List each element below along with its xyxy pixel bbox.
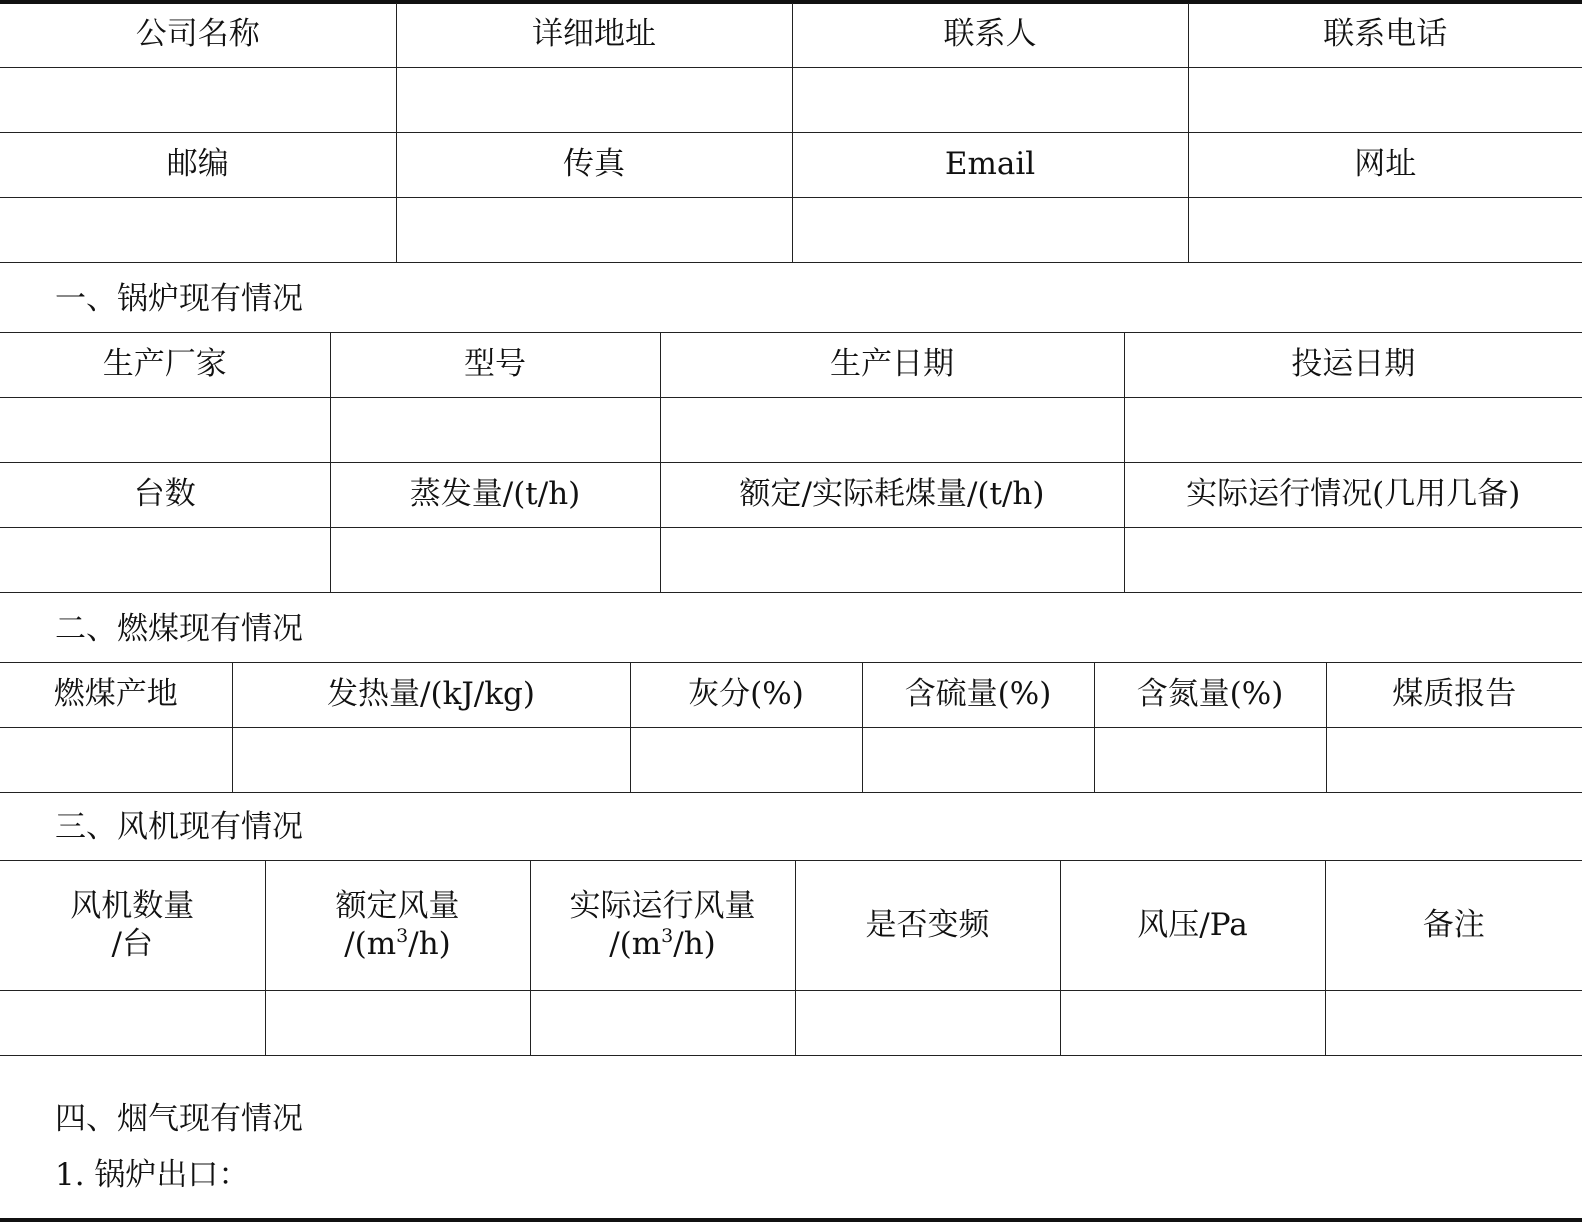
header-rated-airflow-line1: 额定风量 <box>335 887 460 924</box>
input-email[interactable] <box>792 198 1188 263</box>
fan-table <box>0 860 1582 1056</box>
fan-header-row <box>0 861 1582 991</box>
header-actual-airflow <box>530 861 795 991</box>
boiler-table <box>0 332 1582 593</box>
header-model: 型号 <box>330 333 660 398</box>
input-coal-report[interactable] <box>1326 728 1582 793</box>
actual-airflow-unit-sup: 3 <box>661 925 674 947</box>
header-coal-report: 煤质报告 <box>1326 663 1582 728</box>
rated-airflow-unit-sup: 3 <box>396 925 409 947</box>
header-wind-pressure: 风压/Pa <box>1060 861 1325 991</box>
input-fan-count[interactable] <box>0 991 265 1056</box>
header-actual-operation: 实际运行情况(几用几备) <box>1124 463 1582 528</box>
section-coal-title: 二、燃煤现有情况 <box>55 611 303 647</box>
header-variable-frequency: 是否变频 <box>795 861 1060 991</box>
section-flue-subtitle-1: 1. 锅炉出口： <box>55 1157 250 1193</box>
company-input-row-2 <box>0 198 1582 263</box>
header-fan-count-line2: /台 <box>111 925 153 962</box>
header-evaporation: 蒸发量/(t/h) <box>330 463 660 528</box>
header-phone: 联系电话 <box>1188 3 1582 68</box>
section-flue-title: 四、烟气现有情况 <box>55 1101 303 1137</box>
section-boiler-title: 一、锅炉现有情况 <box>55 281 303 317</box>
header-coal-consumption: 额定/实际耗煤量/(t/h) <box>660 463 1124 528</box>
header-actual-airflow-line1: 实际运行风量 <box>569 887 756 924</box>
input-production-date[interactable] <box>660 398 1124 463</box>
input-contact[interactable] <box>792 68 1188 133</box>
header-coal-origin: 燃煤产地 <box>0 663 232 728</box>
input-company-name[interactable] <box>0 68 396 133</box>
company-header-row-1 <box>0 3 1582 68</box>
header-fan-count-line1: 风机数量 <box>70 888 195 925</box>
input-postcode[interactable] <box>0 198 396 263</box>
header-postcode: 邮编 <box>0 133 396 198</box>
input-commission-date[interactable] <box>1124 398 1582 463</box>
header-rated-airflow-line2 <box>266 925 530 963</box>
header-calorific-value: 发热量/(kJ/kg) <box>232 663 630 728</box>
input-unit-count[interactable] <box>0 528 330 593</box>
header-unit-count: 台数 <box>0 463 330 528</box>
coal-table <box>0 662 1582 793</box>
header-address: 详细地址 <box>396 3 792 68</box>
boiler-input-row-2 <box>0 528 1582 593</box>
header-ash: 灰分(%) <box>630 663 862 728</box>
boiler-header-row-1 <box>0 333 1582 398</box>
header-nitrogen: 含氮量(%) <box>1094 663 1326 728</box>
input-model[interactable] <box>330 398 660 463</box>
boiler-input-row-1 <box>0 398 1582 463</box>
input-rated-airflow[interactable] <box>265 991 530 1056</box>
company-info-table <box>0 3 1582 263</box>
header-sulfur: 含硫量(%) <box>862 663 1094 728</box>
input-ash[interactable] <box>630 728 862 793</box>
company-header-row-2 <box>0 133 1582 198</box>
fan-input-row <box>0 991 1582 1056</box>
input-calorific-value[interactable] <box>232 728 630 793</box>
header-manufacturer: 生产厂家 <box>0 333 330 398</box>
header-contact: 联系人 <box>792 3 1188 68</box>
header-website: 网址 <box>1188 133 1582 198</box>
input-sulfur[interactable] <box>862 728 1094 793</box>
coal-input-row <box>0 728 1582 793</box>
rated-airflow-unit-post: /h) <box>408 926 451 962</box>
input-fax[interactable] <box>396 198 792 263</box>
input-variable-frequency[interactable] <box>795 991 1060 1056</box>
input-coal-origin[interactable] <box>0 728 232 793</box>
header-email: Email <box>792 133 1188 198</box>
company-input-row-1 <box>0 68 1582 133</box>
input-actual-operation[interactable] <box>1124 528 1582 593</box>
actual-airflow-unit-post: /h) <box>673 926 716 962</box>
input-remarks[interactable] <box>1325 991 1582 1056</box>
boiler-header-row-2 <box>0 463 1582 528</box>
actual-airflow-unit-pre: /(m <box>609 926 662 962</box>
header-commission-date: 投运日期 <box>1124 333 1582 398</box>
input-phone[interactable] <box>1188 68 1582 133</box>
input-coal-consumption[interactable] <box>660 528 1124 593</box>
input-nitrogen[interactable] <box>1094 728 1326 793</box>
rated-airflow-unit-pre: /(m <box>344 926 397 962</box>
header-actual-airflow-line2 <box>531 925 795 963</box>
header-remarks: 备注 <box>1325 861 1582 991</box>
header-rated-airflow <box>265 861 530 991</box>
section-fan-title: 三、风机现有情况 <box>55 809 303 845</box>
input-website[interactable] <box>1188 198 1582 263</box>
input-actual-airflow[interactable] <box>530 991 795 1056</box>
header-fan-count <box>0 861 265 991</box>
input-evaporation[interactable] <box>330 528 660 593</box>
header-fax: 传真 <box>396 133 792 198</box>
header-company-name: 公司名称 <box>0 3 396 68</box>
coal-header-row <box>0 663 1582 728</box>
input-address[interactable] <box>396 68 792 133</box>
input-wind-pressure[interactable] <box>1060 991 1325 1056</box>
input-manufacturer[interactable] <box>0 398 330 463</box>
header-production-date: 生产日期 <box>660 333 1124 398</box>
bottom-rule <box>0 1218 1582 1222</box>
